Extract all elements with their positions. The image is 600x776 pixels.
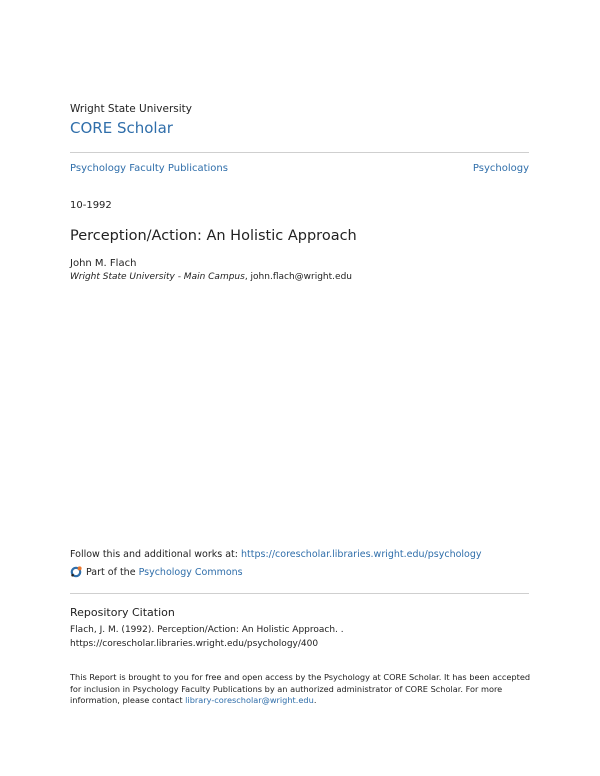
notice-line-3-prefix: information, please contact	[70, 695, 186, 705]
part-of-prefix: Part of the	[86, 566, 136, 578]
citation-line-1: Flach, J. M. (1992). Perception/Action: An Holistic Approach. .	[70, 625, 344, 635]
notice-line-2: for inclusion in Psychology Faculty Publications by an authorized administrator of CORE Scholar. For more	[70, 683, 503, 694]
publication-date: 10-1992	[70, 200, 112, 211]
author-email: , john.flach@wright.edu	[244, 272, 352, 282]
document-title: Perception/Action: An Holistic Approach	[70, 228, 357, 244]
contact-email-link[interactable]: library-corescholar@wright.edu	[185, 695, 314, 705]
notice-line-3-suffix: .	[313, 695, 317, 705]
follow-url-link[interactable]: https://corescholar.libraries.wright.edu/psychology	[241, 549, 482, 560]
part-of-line	[70, 566, 243, 578]
institution-name: Wright State University	[70, 103, 193, 115]
author-affiliation: Wright State University - Main Campus	[70, 272, 245, 282]
citation-line-2: https://corescholar.libraries.wright.edu/psychology/400	[70, 639, 319, 649]
access-notice	[70, 672, 530, 707]
notice-line-3	[70, 695, 530, 707]
notice-line-1: This Report is brought to you for free and open access by the Psychology at CORE Scholar. It has been accepted	[70, 672, 531, 682]
psychology-commons-link[interactable]: Psychology Commons	[138, 566, 243, 578]
repository-link[interactable]: CORE Scholar	[70, 119, 173, 137]
collection-link[interactable]: Psychology Faculty Publications	[70, 163, 228, 174]
bottom-divider	[70, 593, 529, 594]
top-divider	[70, 152, 529, 153]
department-link[interactable]: Psychology	[472, 163, 529, 174]
author-affiliation-line	[70, 272, 352, 282]
citation-heading: Repository Citation	[70, 606, 175, 619]
follow-prefix: Follow this and additional works at:	[70, 549, 241, 560]
citation-text	[70, 623, 344, 651]
follow-line	[70, 549, 482, 560]
network-icon	[70, 566, 82, 578]
author-name: John M. Flach	[70, 258, 137, 269]
